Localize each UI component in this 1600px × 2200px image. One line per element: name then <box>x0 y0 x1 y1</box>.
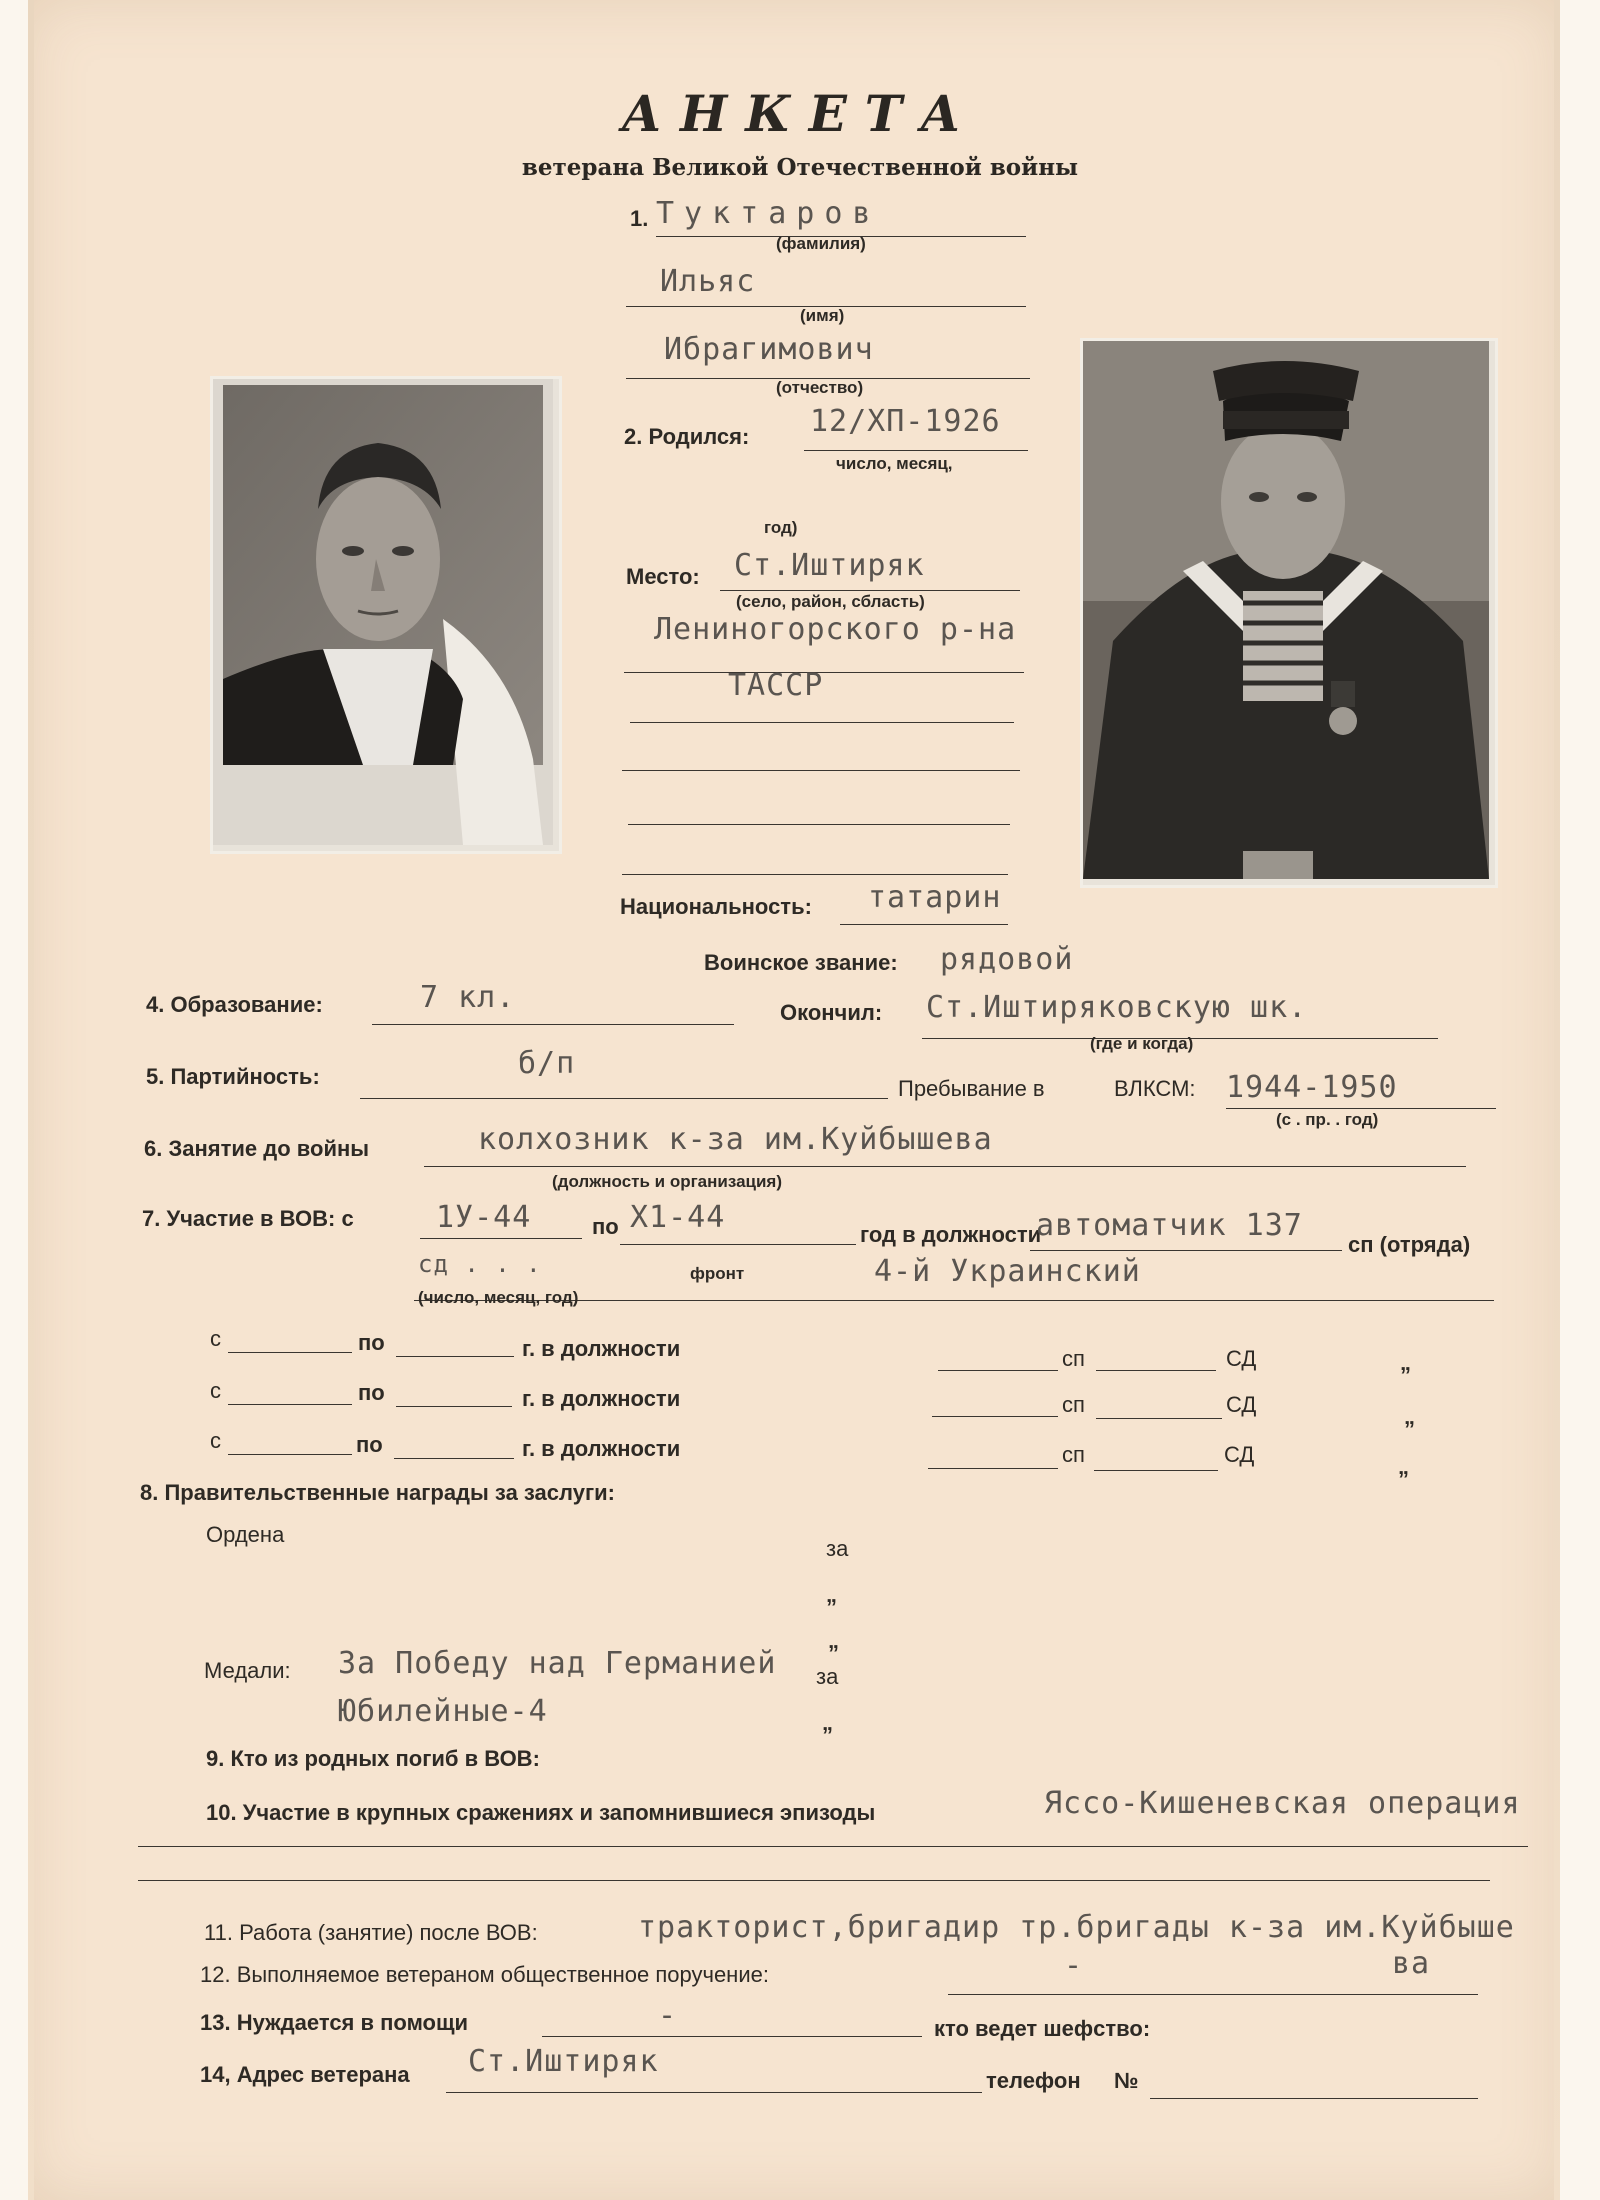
party-value: б/п <box>518 1046 576 1081</box>
row1-sd-line <box>1096 1370 1216 1371</box>
awards-label: 8. Правительственные награды за заслуги: <box>140 1480 615 1505</box>
ww2-sd: сд . . . <box>418 1250 542 1278</box>
education-line <box>372 1024 734 1025</box>
patronymic-value: Ибрагимович <box>664 332 874 367</box>
row2-sp: сп <box>1062 1392 1085 1417</box>
place-line2: Лениногорского р-на <box>654 612 1017 647</box>
form-subtitle: ветерана Великой Отечественной войны <box>521 154 1079 181</box>
ww2-to: Х1-44 <box>630 1200 726 1235</box>
ww2-from: 1У-44 <box>436 1200 532 1235</box>
row2-po-line <box>396 1406 512 1407</box>
row1-sp: сп <box>1062 1346 1085 1371</box>
place-rule-5 <box>628 824 1010 825</box>
q13-value: - <box>658 1998 678 2033</box>
row3-s-line <box>228 1454 352 1455</box>
row3-sp: сп <box>1062 1442 1085 1467</box>
q13-label: 13. Нуждается в помощи <box>200 2010 469 2035</box>
portrait-older-image <box>213 379 553 845</box>
row1-g: г. в должности <box>522 1336 681 1361</box>
vlksm-value: 1944-1950 <box>1226 1070 1398 1105</box>
ww2-front: 4-й Украинский <box>874 1254 1141 1289</box>
q12-line <box>948 1994 1478 1995</box>
place-rule-3 <box>630 722 1014 723</box>
rank-value: рядовой <box>940 942 1074 977</box>
row3-sp-line <box>928 1468 1058 1469</box>
row3-sd-line <box>1094 1470 1218 1471</box>
ww2-from-line <box>420 1238 582 1239</box>
party-line <box>360 1098 888 1099</box>
q14-label: 14, Адрес ветерана <box>200 2062 410 2087</box>
finished-value: Ст.Иштиряковскую шк. <box>926 990 1308 1025</box>
ww2-caption: (число, месяц, год) <box>418 1288 579 1307</box>
occupation-label: 6. Занятие до войны <box>144 1136 370 1161</box>
row1-s: с <box>210 1326 221 1351</box>
medal-1: За Победу над Германией <box>338 1646 777 1681</box>
place-rule-6 <box>622 874 1008 875</box>
surname-caption: (фамилия) <box>776 234 866 253</box>
q10-value: Яссо-Кишеневская операция <box>1044 1786 1521 1821</box>
place-caption: (село, район, сбласть) <box>736 592 925 611</box>
born-line <box>804 450 1028 451</box>
row2-s-line <box>228 1404 352 1405</box>
row1-s-line <box>228 1352 352 1353</box>
education-label: 4. Образование: <box>146 992 323 1017</box>
finished-caption: (где и когда) <box>1090 1034 1194 1053</box>
party-label: 5. Партийность: <box>146 1064 320 1089</box>
row1-sp-line <box>938 1370 1058 1371</box>
occupation-line <box>424 1166 1466 1167</box>
place-label: Место: <box>626 564 700 589</box>
patronymic-caption: (отчество) <box>776 378 864 397</box>
orders-za: за <box>826 1536 849 1561</box>
vlksm-line <box>1226 1108 1496 1109</box>
ww2-label: 7. Участие в ВОВ: с <box>142 1206 354 1231</box>
row1-sd: СД <box>1226 1346 1257 1371</box>
nationality-label: Национальность: <box>620 894 812 919</box>
item-1-number: 1. <box>630 206 649 231</box>
q13-line <box>542 2036 922 2037</box>
row3-sd: СД <box>1224 1442 1255 1467</box>
place-value: Ст.Иштиряк <box>734 548 925 583</box>
ww2-to-line <box>620 1244 856 1245</box>
q9-label: 9. Кто из родных погиб в ВОВ: <box>206 1746 540 1771</box>
row3-g: г. в должности <box>522 1436 681 1461</box>
name-caption: (имя) <box>800 306 845 325</box>
place-line3: ТАССР <box>728 668 824 703</box>
q10-label: 10. Участие в крупных сражениях и запомнившиеся эпизоды <box>206 1800 876 1825</box>
row2-ditto: „ <box>1404 1404 1415 1429</box>
medals-ditto: „ <box>822 1710 833 1735</box>
q11-label: 11. Работа (занятие) после ВОВ: <box>204 1920 538 1945</box>
q11-value-2: ва <box>1392 1946 1431 1981</box>
q14-phone-label: телефон <box>986 2068 1081 2093</box>
orders-label: Ордена <box>206 1522 285 1547</box>
q14-phone-line <box>1150 2098 1478 2099</box>
name-value: Ильяс <box>660 264 756 299</box>
ww2-front-label: фронт <box>690 1264 745 1283</box>
born-label: 2. Родился: <box>624 424 750 449</box>
row2-sp-line <box>932 1416 1058 1417</box>
nationality-value: татарин <box>868 880 1002 915</box>
ww2-position: автоматчик 137 <box>1036 1208 1303 1243</box>
row1-po-line <box>396 1356 514 1357</box>
occupation-caption: (должность и организация) <box>552 1172 783 1191</box>
medal-2: Юбилейные-4 <box>338 1694 548 1729</box>
surname-value: Туктаров <box>656 196 881 231</box>
nationality-line <box>840 924 1008 925</box>
row3-po-line <box>394 1458 514 1459</box>
vlksm-label-2: ВЛКСМ: <box>1114 1076 1196 1101</box>
vlksm-label: Пребывание в <box>898 1076 1045 1101</box>
portrait-sailor-image <box>1083 341 1489 879</box>
row1-ditto: „ <box>1400 1350 1411 1375</box>
orders-ditto-2: „ <box>828 1628 839 1653</box>
q14-value: Ст.Иштиряк <box>468 2044 659 2079</box>
ww2-sp: сп (отряда) <box>1348 1232 1471 1257</box>
veteran-photo-young <box>1080 338 1498 888</box>
medals-za: за <box>816 1664 839 1689</box>
row2-po: по <box>358 1380 385 1405</box>
q10-line-1 <box>138 1846 1528 1847</box>
row3-ditto: „ <box>1398 1454 1409 1479</box>
orders-ditto-1: „ <box>826 1582 837 1607</box>
row1-po: по <box>358 1330 385 1355</box>
q13-b: кто ведет шефство: <box>934 2016 1151 2041</box>
q11-value: тракторист,бригадир тр.бригады к-за им.Куйбыше <box>638 1910 1515 1945</box>
education-value: 7 кл. <box>420 980 516 1015</box>
occupation-value: колхозник к-за им.Куйбышева <box>478 1122 993 1157</box>
vlksm-caption: (с . пр. . год) <box>1276 1110 1379 1129</box>
rank-label: Воинское звание: <box>704 950 898 975</box>
finished-label: Окончил: <box>780 1000 883 1025</box>
row2-sd-line <box>1096 1418 1222 1419</box>
row3-s: с <box>210 1428 221 1453</box>
q10-line-2 <box>138 1880 1490 1881</box>
born-value: 12/XП-1926 <box>810 404 1001 439</box>
row2-g: г. в должности <box>522 1386 681 1411</box>
place-rule-2 <box>624 672 1024 673</box>
form-title: АНКЕТА <box>621 84 979 143</box>
row2-s: с <box>210 1378 221 1403</box>
place-line <box>720 590 1020 591</box>
born-caption-2: год) <box>764 518 798 537</box>
row3-po: по <box>356 1432 383 1457</box>
sheet-edge-right <box>1554 0 1560 2200</box>
q12-label: 12. Выполняемое ветераном общественное поручение: <box>200 1962 769 1987</box>
ww2-position-line <box>1030 1250 1342 1251</box>
q14-no: № <box>1114 2068 1139 2093</box>
medals-label: Медали: <box>204 1658 291 1683</box>
sheet-edge-left <box>28 0 34 2200</box>
ww2-po: по <box>592 1214 619 1239</box>
born-caption-1: число, месяц, <box>836 454 953 473</box>
veteran-photo-older <box>210 376 562 854</box>
ww2-god: год в должности <box>860 1222 1042 1247</box>
row2-sd: СД <box>1226 1392 1257 1417</box>
place-rule-4 <box>622 770 1020 771</box>
q14-line <box>446 2092 982 2093</box>
q12-value: - <box>1064 1948 1084 1983</box>
